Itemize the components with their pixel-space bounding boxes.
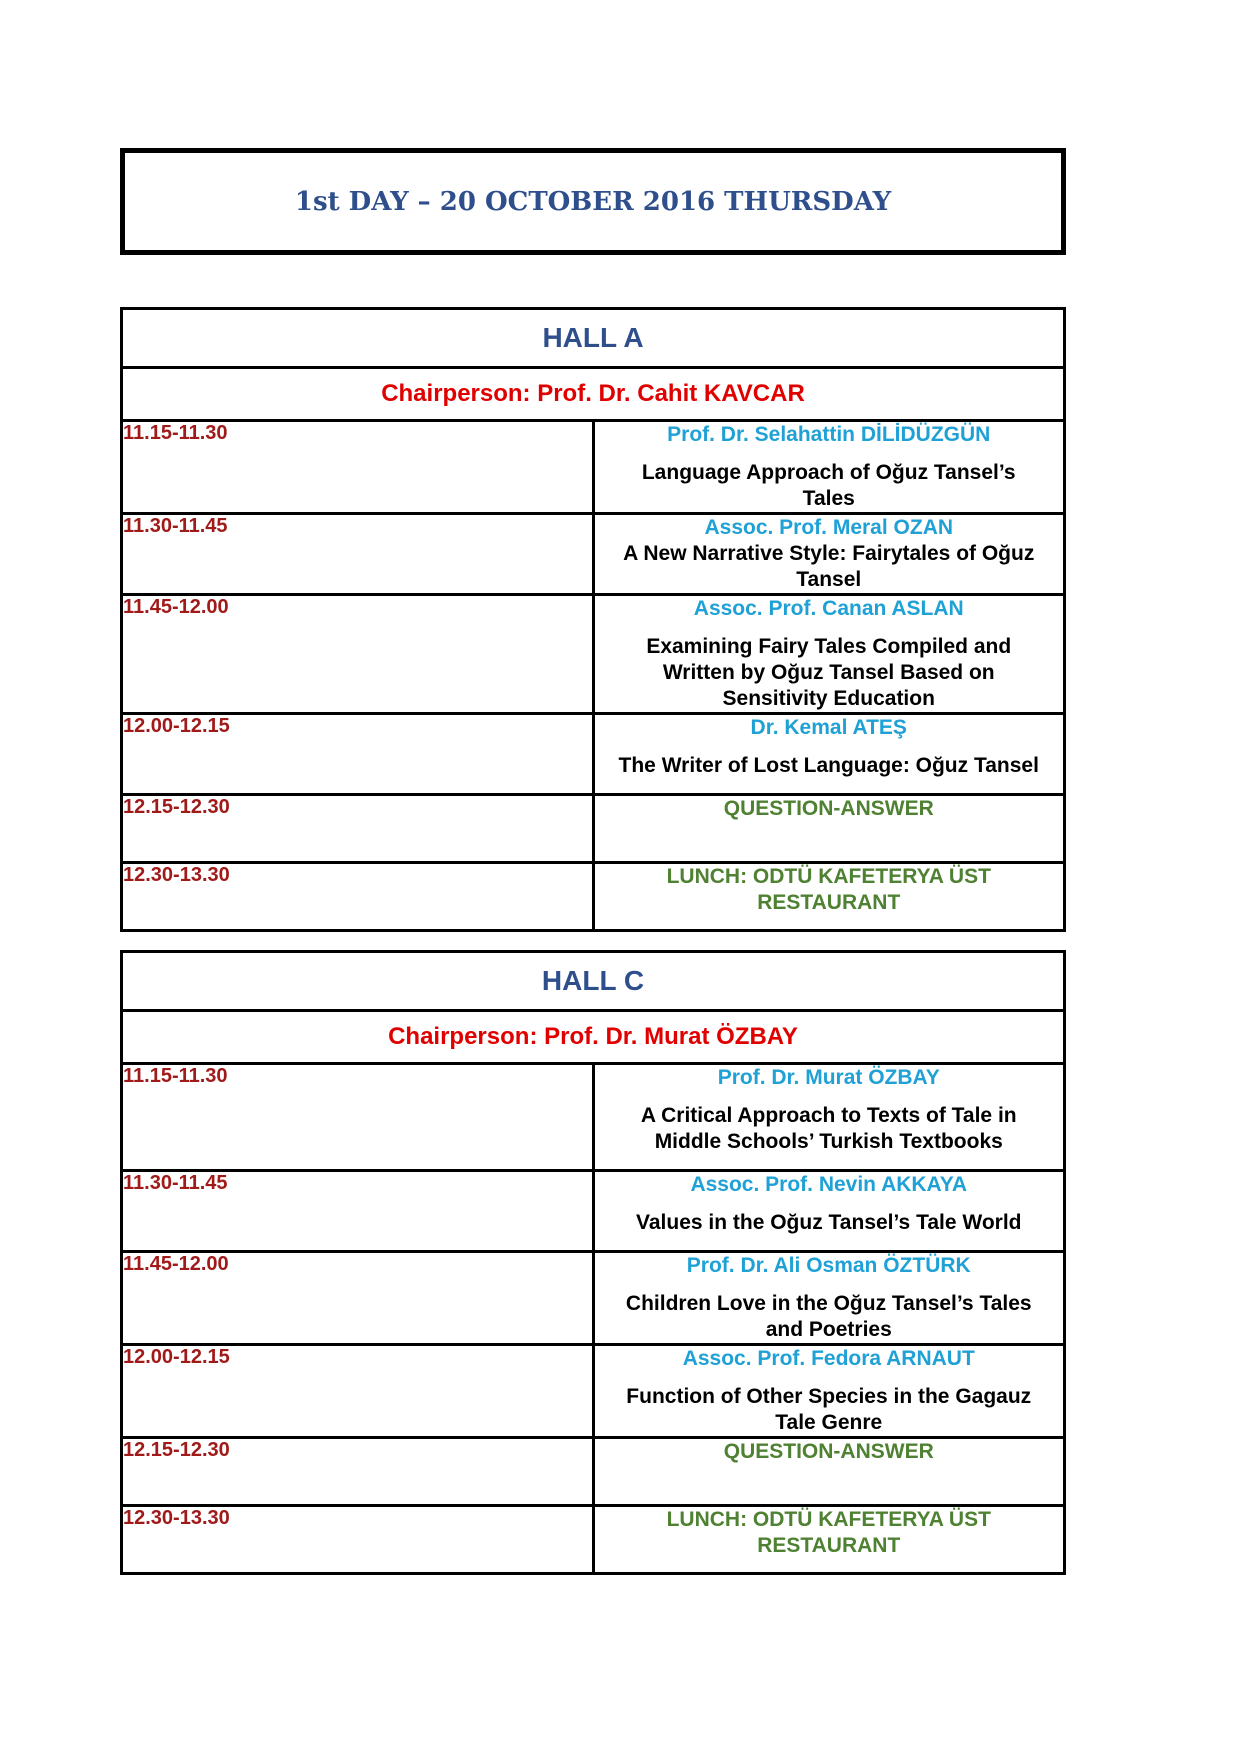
- session-content: [593, 1345, 1065, 1438]
- day-header-box: [120, 148, 1066, 255]
- talk-title: Children Love in the Oğuz Tansel’s Tales and Poetries: [625, 1292, 1032, 1341]
- session-content: [593, 1064, 1065, 1171]
- lunch-label: LUNCH: ODTÜ KAFETERYA ÜST RESTAURANT: [666, 865, 991, 914]
- day-title: 1st DAY – 20 OCTOBER 2016 THURSDAY: [294, 186, 892, 217]
- session-time: 11.30-11.45: [122, 514, 594, 595]
- question-answer-label: QUESTION-ANSWER: [723, 797, 934, 820]
- session-row: [122, 1171, 1065, 1252]
- session-time: 12.15-12.30: [122, 1438, 594, 1506]
- session-time: 11.30-11.45: [122, 1171, 594, 1252]
- talk-title: Examining Fairy Tales Compiled and Written by Oğuz Tansel Based on Sensitivity Education: [646, 635, 1012, 710]
- chairperson: Chairperson: Prof. Dr. Cahit KAVCAR: [122, 368, 1065, 421]
- hall-title: HALL C: [122, 952, 1065, 1011]
- talk-title: Function of Other Species in the Gagauz Tale Genre: [626, 1385, 1032, 1434]
- speaker-name: Assoc. Prof. Canan ASLAN: [693, 597, 964, 620]
- session-row: [122, 863, 1065, 931]
- session-content: [593, 1171, 1065, 1252]
- session-content: [593, 595, 1065, 714]
- session-time: 11.45-12.00: [122, 1252, 594, 1345]
- session-row: [122, 595, 1065, 714]
- session-content: [593, 1506, 1065, 1574]
- speaker-name: Prof. Dr. Murat ÖZBAY: [717, 1066, 940, 1089]
- session-content: [593, 1438, 1065, 1506]
- speaker-name: Prof. Dr. Selahattin DİLİDÜZGÜN: [667, 423, 991, 446]
- chairperson: Chairperson: Prof. Dr. Murat ÖZBAY: [122, 1011, 1065, 1064]
- session-time: 11.15-11.30: [122, 421, 594, 514]
- speaker-name: Assoc. Prof. Fedora ARNAUT: [682, 1347, 975, 1370]
- session-time: 12.15-12.30: [122, 795, 594, 863]
- session-content: [593, 1252, 1065, 1345]
- session-content: [593, 714, 1065, 795]
- talk-title: A New Narrative Style: Fairytales of Oğuz Tansel: [623, 542, 1035, 591]
- session-row: [122, 795, 1065, 863]
- speaker-name: Assoc. Prof. Nevin AKKAYA: [690, 1173, 968, 1196]
- session-row: [122, 421, 1065, 514]
- lunch-label: LUNCH: ODTÜ KAFETERYA ÜST RESTAURANT: [666, 1508, 991, 1557]
- session-content: [593, 421, 1065, 514]
- talk-title: A Critical Approach to Texts of Tale in Middle Schools’ Turkish Textbooks: [640, 1104, 1017, 1153]
- talk-title: Values in the Oğuz Tansel’s Tale World: [636, 1211, 1022, 1234]
- session-content: [593, 863, 1065, 931]
- session-row: [122, 514, 1065, 595]
- session-row: [122, 714, 1065, 795]
- session-row: [122, 1438, 1065, 1506]
- session-time: 11.45-12.00: [122, 595, 594, 714]
- session-time: 12.30-13.30: [122, 1506, 594, 1574]
- session-row: [122, 1252, 1065, 1345]
- session-time: 12.00-12.15: [122, 714, 594, 795]
- session-content: [593, 514, 1065, 595]
- hall-a-table: [120, 307, 1066, 932]
- speaker-name: Assoc. Prof. Meral OZAN: [704, 516, 954, 539]
- session-time: 12.00-12.15: [122, 1345, 594, 1438]
- speaker-name: Prof. Dr. Ali Osman ÖZTÜRK: [686, 1254, 971, 1277]
- hall-c-table: [120, 950, 1066, 1575]
- session-row: [122, 1506, 1065, 1574]
- question-answer-label: QUESTION-ANSWER: [723, 1440, 934, 1463]
- hall-title: HALL A: [122, 309, 1065, 368]
- session-time: 11.15-11.30: [122, 1064, 594, 1171]
- talk-title: The Writer of Lost Language: Oğuz Tansel: [618, 754, 1039, 777]
- session-content: [593, 795, 1065, 863]
- speaker-name: Dr. Kemal ATEŞ: [750, 716, 907, 739]
- session-row: [122, 1064, 1065, 1171]
- session-row: [122, 1345, 1065, 1438]
- session-time: 12.30-13.30: [122, 863, 594, 931]
- talk-title: Language Approach of Oğuz Tansel’s Tales: [641, 461, 1016, 510]
